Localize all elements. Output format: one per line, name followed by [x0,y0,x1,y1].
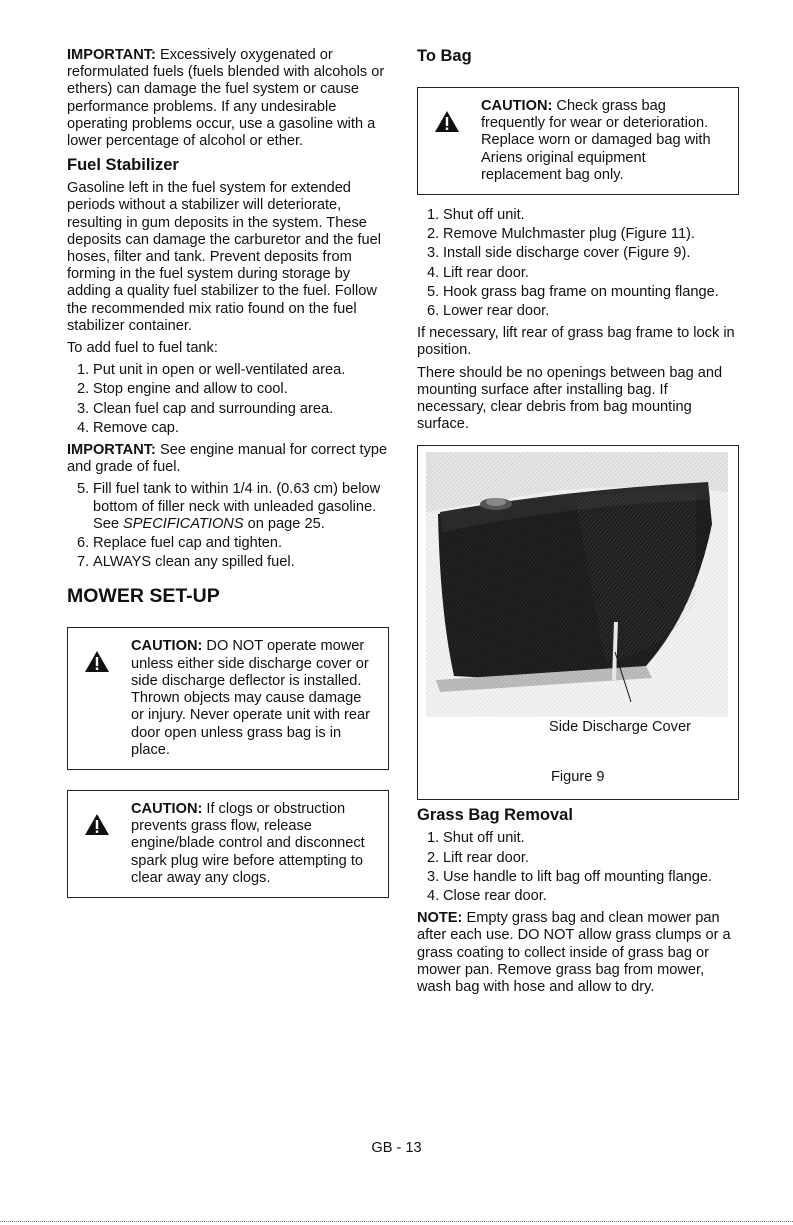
caution-box-clogs [67,790,389,898]
note-paragraph [417,910,739,996]
note-label: NOTE: [417,910,463,927]
important-fuel-note [67,47,389,150]
list-item: 3. Clean fuel cap and surrounding area. [77,400,334,417]
figure-callout-label: Side Discharge Cover [549,719,691,736]
list-item: 2. Stop engine and allow to cool. [77,381,288,398]
side-discharge-cover-photo [426,452,728,717]
warning-icon [434,110,460,133]
add-fuel-intro: To add fuel to fuel tank: [67,340,218,357]
left-column [67,47,389,918]
specifications-reference: SPECIFICATIONS [123,515,244,532]
add-fuel-steps [67,362,389,437]
lift-frame-text: If necessary, lift rear of grass bag frame to lock in position. [417,325,735,359]
list-item: 3. Install side discharge cover (Figure 9). [427,245,691,262]
important-engine-note [67,442,389,476]
fuel-stabilizer-text: Gasoline left in the fuel system for extended periods without a stabilizer will deteriorate, resulting in gum deposits in the system. These deposits can damage the carburetor and the fuel hoses, filter and tank. Prevent deposits from forming in the fuel system during storage by adding a quality fuel stabilizer to the fuel. Follow the recommended mix ratio found on the fuel stabilizer container. [67,180,381,334]
list-item: 4. Remove cap. [77,419,179,436]
list-item: 4. Close rear door. [427,888,547,905]
list-item: 6. Lower rear door. [427,303,550,320]
caution-box-side-discharge [67,627,389,769]
fuel-stabilizer-heading: Fuel Stabilizer [67,156,179,175]
list-item: 3. Use handle to lift bag off mounting flange. [427,868,713,885]
mower-setup-heading: MOWER SET-UP [67,585,220,608]
to-bag-heading: To Bag [417,47,472,65]
removal-steps [417,830,739,905]
grass-bag-removal-heading: Grass Bag Removal [417,806,573,825]
add-fuel-steps-continued [67,481,389,571]
important-label: IMPORTANT: [67,47,156,63]
list-item: 1. Put unit in open or well-ventilated area. [77,362,346,379]
important-text: See engine manual for correct type and grade of fuel. [67,442,388,476]
list-item: 7. ALWAYS clean any spilled fuel. [77,554,295,571]
caution-label: CAUTION: [481,98,553,114]
caution-text: If clogs or obstruction prevents grass flow, release engine/blade control and disconnect spark plug wire before attempting to clear away any clogs. [131,800,365,886]
list-item: 1. Shut off unit. [427,207,525,224]
list-item: 5. Fill fuel tank to within 1/4 in. (0.63 cm) below bottom of filler neck with unleaded gasoline. See SPECIFICATIONS on page 25. [77,481,381,532]
warning-icon [84,813,110,836]
important-label: IMPORTANT: [67,442,156,459]
list-item: 6. Replace fuel cap and tighten. [77,535,283,552]
note-text: Empty grass bag and clean mower pan after each use. DO NOT allow grass clumps or a grass coating to collect inside of grass bag or mower pan. Remove grass bag from mower, wash bag with hose and allow to dry. [417,910,731,996]
to-bag-steps [417,207,739,320]
caution-text: DO NOT operate mower unless either side discharge cover or side discharge deflector is installed. Thrown objects may cause damage or injury. Never operate unit with rear door open unless grass bag is in place. [131,638,371,758]
page-bottom-edge [0,1221,793,1222]
figure-9 [417,445,739,800]
list-item: 2. Remove Mulchmaster plug (Figure 11). [427,226,695,243]
right-column [417,47,739,1001]
list-item: 1. Shut off unit. [427,830,525,847]
important-text: Excessively oxygenated or reformulated fuels (fuels blended with alcohols or ethers) can damage the fuel system or cause performance problems. If any undesirable operating problems occur, use a gasoline with a lower percentage of alcohol or ether. [67,47,385,150]
page-number: GB - 13 [371,1140,422,1156]
warning-icon [84,650,110,673]
caution-label: CAUTION: [131,638,203,655]
caution-box-grass-bag [417,87,739,195]
caution-text: Check grass bag frequently for wear or deterioration. Replace worn or damaged bag with Ariens original equipment replacement bag only. [481,98,711,183]
caution-label: CAUTION: [131,800,203,817]
list-item: 5. Hook grass bag frame on mounting flange. [427,283,719,300]
list-item: 4. Lift rear door. [427,264,529,281]
figure-caption: Figure 9 [551,769,605,786]
list-item: 2. Lift rear door. [427,849,529,866]
no-openings-text: There should be no openings between bag and mounting surface after installing bag. If necessary, clear debris from bag mounting surface. [417,364,723,433]
